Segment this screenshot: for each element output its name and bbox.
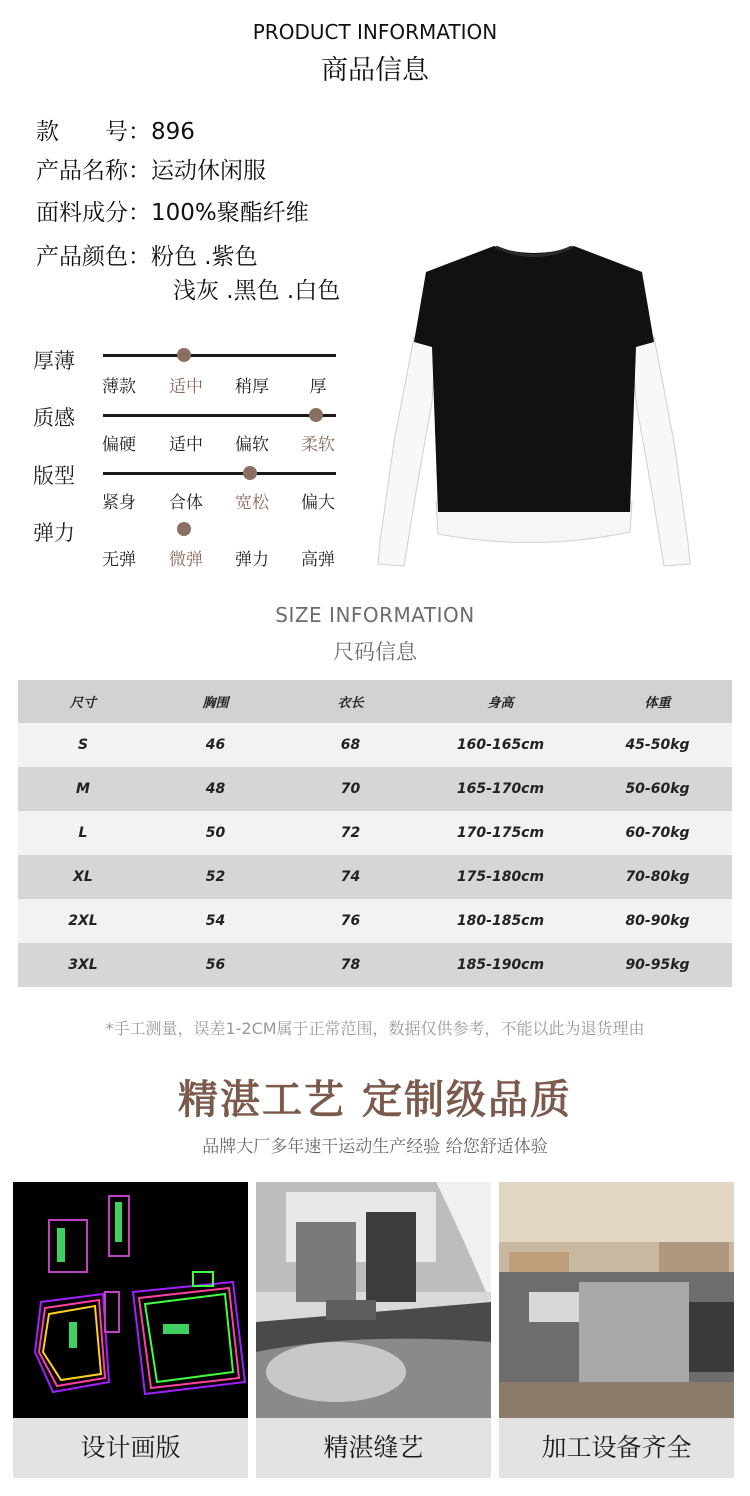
attribute-level-dot bbox=[309, 408, 323, 422]
spec-product-name: 产品名称：运动休闲服 bbox=[36, 158, 266, 184]
attribute-option: 偏硬 bbox=[102, 435, 136, 455]
size-info-heading-en: SIZE INFORMATION bbox=[275, 603, 475, 627]
attribute-scale-line bbox=[103, 354, 336, 357]
cell-chest: 54 bbox=[148, 899, 283, 943]
attribute-option: 薄款 bbox=[102, 377, 136, 397]
attribute-option: 适中 bbox=[169, 377, 203, 397]
cell-length: 74 bbox=[283, 855, 418, 899]
measurement-note: *手工测量，误差1-2CM属于正常范围，数据仅供参考，不能以此为退货理由 bbox=[105, 1019, 645, 1038]
cell-chest: 52 bbox=[148, 855, 283, 899]
size-table bbox=[18, 680, 732, 987]
cell-weight: 50-60kg bbox=[583, 767, 732, 811]
header-height: 身高 bbox=[418, 680, 583, 723]
product-info-heading-en: PRODUCT INFORMATION bbox=[252, 20, 498, 44]
attribute-option: 适中 bbox=[169, 435, 203, 455]
sewing-photo bbox=[256, 1182, 491, 1418]
factory-equipment-photo bbox=[499, 1182, 734, 1418]
attribute-name: 版型 bbox=[33, 464, 75, 488]
table-row bbox=[18, 811, 732, 855]
cell-size: S bbox=[18, 723, 148, 767]
attribute-option: 无弹 bbox=[102, 550, 136, 570]
attribute-level-dot bbox=[177, 348, 191, 362]
table-row bbox=[18, 767, 732, 811]
attribute-scale-line bbox=[103, 472, 336, 475]
cell-size: L bbox=[18, 811, 148, 855]
cell-length: 76 bbox=[283, 899, 418, 943]
table-row bbox=[18, 899, 732, 943]
attribute-option: 偏软 bbox=[235, 435, 269, 455]
attribute-name: 厚薄 bbox=[33, 349, 75, 373]
table-row bbox=[18, 723, 732, 767]
cell-height: 160-165cm bbox=[418, 723, 583, 767]
attribute-option: 宽松 bbox=[235, 493, 269, 513]
attribute-option: 稍厚 bbox=[235, 377, 269, 397]
attribute-option: 高弹 bbox=[301, 550, 335, 570]
attribute-option: 弹力 bbox=[235, 550, 269, 570]
craft-subtitle: 品牌大厂多年速干运动生产经验 给您舒适体验 bbox=[202, 1137, 548, 1157]
cell-weight: 60-70kg bbox=[583, 811, 732, 855]
cell-height: 170-175cm bbox=[418, 811, 583, 855]
cell-weight: 45-50kg bbox=[583, 723, 732, 767]
attribute-name: 弹力 bbox=[33, 521, 75, 545]
caption-sewing: 精湛缝艺 bbox=[256, 1418, 491, 1478]
spec-colors-continued: 浅灰 .黑色 .白色 bbox=[173, 278, 341, 304]
table-row bbox=[18, 855, 732, 899]
spec-style-number: 款 号：896 bbox=[36, 119, 195, 145]
cell-height: 185-190cm bbox=[418, 943, 583, 987]
attribute-scale-line bbox=[103, 414, 336, 417]
cell-size: 3XL bbox=[18, 943, 148, 987]
cell-length: 72 bbox=[283, 811, 418, 855]
shirt-image bbox=[374, 242, 694, 572]
caption-equipment: 加工设备齐全 bbox=[499, 1418, 734, 1478]
spec-fabric: 面料成分：100%聚酯纤维 bbox=[36, 200, 309, 226]
header-length: 衣长 bbox=[283, 680, 418, 723]
attribute-option: 微弹 bbox=[169, 550, 203, 570]
attribute-option: 偏大 bbox=[301, 493, 335, 513]
header-weight: 体重 bbox=[583, 680, 732, 723]
caption-pattern-design: 设计画版 bbox=[13, 1418, 248, 1478]
product-info-heading-zh: 商品信息 bbox=[321, 55, 429, 86]
cell-length: 78 bbox=[283, 943, 418, 987]
cell-chest: 48 bbox=[148, 767, 283, 811]
attribute-option: 柔软 bbox=[301, 435, 335, 455]
craft-title: 精湛工艺 定制级品质 bbox=[178, 1077, 572, 1123]
spec-colors: 产品颜色：粉色 .紫色 bbox=[36, 244, 258, 270]
attribute-option: 紧身 bbox=[102, 493, 136, 513]
attribute-option: 厚 bbox=[309, 377, 327, 397]
attribute-option: 合体 bbox=[169, 493, 203, 513]
cell-length: 70 bbox=[283, 767, 418, 811]
cell-weight: 70-80kg bbox=[583, 855, 732, 899]
cell-size: XL bbox=[18, 855, 148, 899]
attribute-level-dot bbox=[243, 466, 257, 480]
attribute-name: 质感 bbox=[33, 406, 75, 430]
size-table-header bbox=[18, 680, 732, 723]
attribute-level-dot bbox=[177, 522, 191, 536]
pattern-design-photo bbox=[13, 1182, 248, 1418]
cell-height: 165-170cm bbox=[418, 767, 583, 811]
cell-weight: 90-95kg bbox=[583, 943, 732, 987]
cell-size: M bbox=[18, 767, 148, 811]
header-size: 尺寸 bbox=[18, 680, 148, 723]
cell-chest: 56 bbox=[148, 943, 283, 987]
cell-height: 175-180cm bbox=[418, 855, 583, 899]
table-row bbox=[18, 943, 732, 987]
size-info-heading-zh: 尺码信息 bbox=[333, 640, 417, 664]
cell-chest: 46 bbox=[148, 723, 283, 767]
cell-length: 68 bbox=[283, 723, 418, 767]
cell-size: 2XL bbox=[18, 899, 148, 943]
cell-weight: 80-90kg bbox=[583, 899, 732, 943]
cell-chest: 50 bbox=[148, 811, 283, 855]
header-chest: 胸围 bbox=[148, 680, 283, 723]
cell-height: 180-185cm bbox=[418, 899, 583, 943]
